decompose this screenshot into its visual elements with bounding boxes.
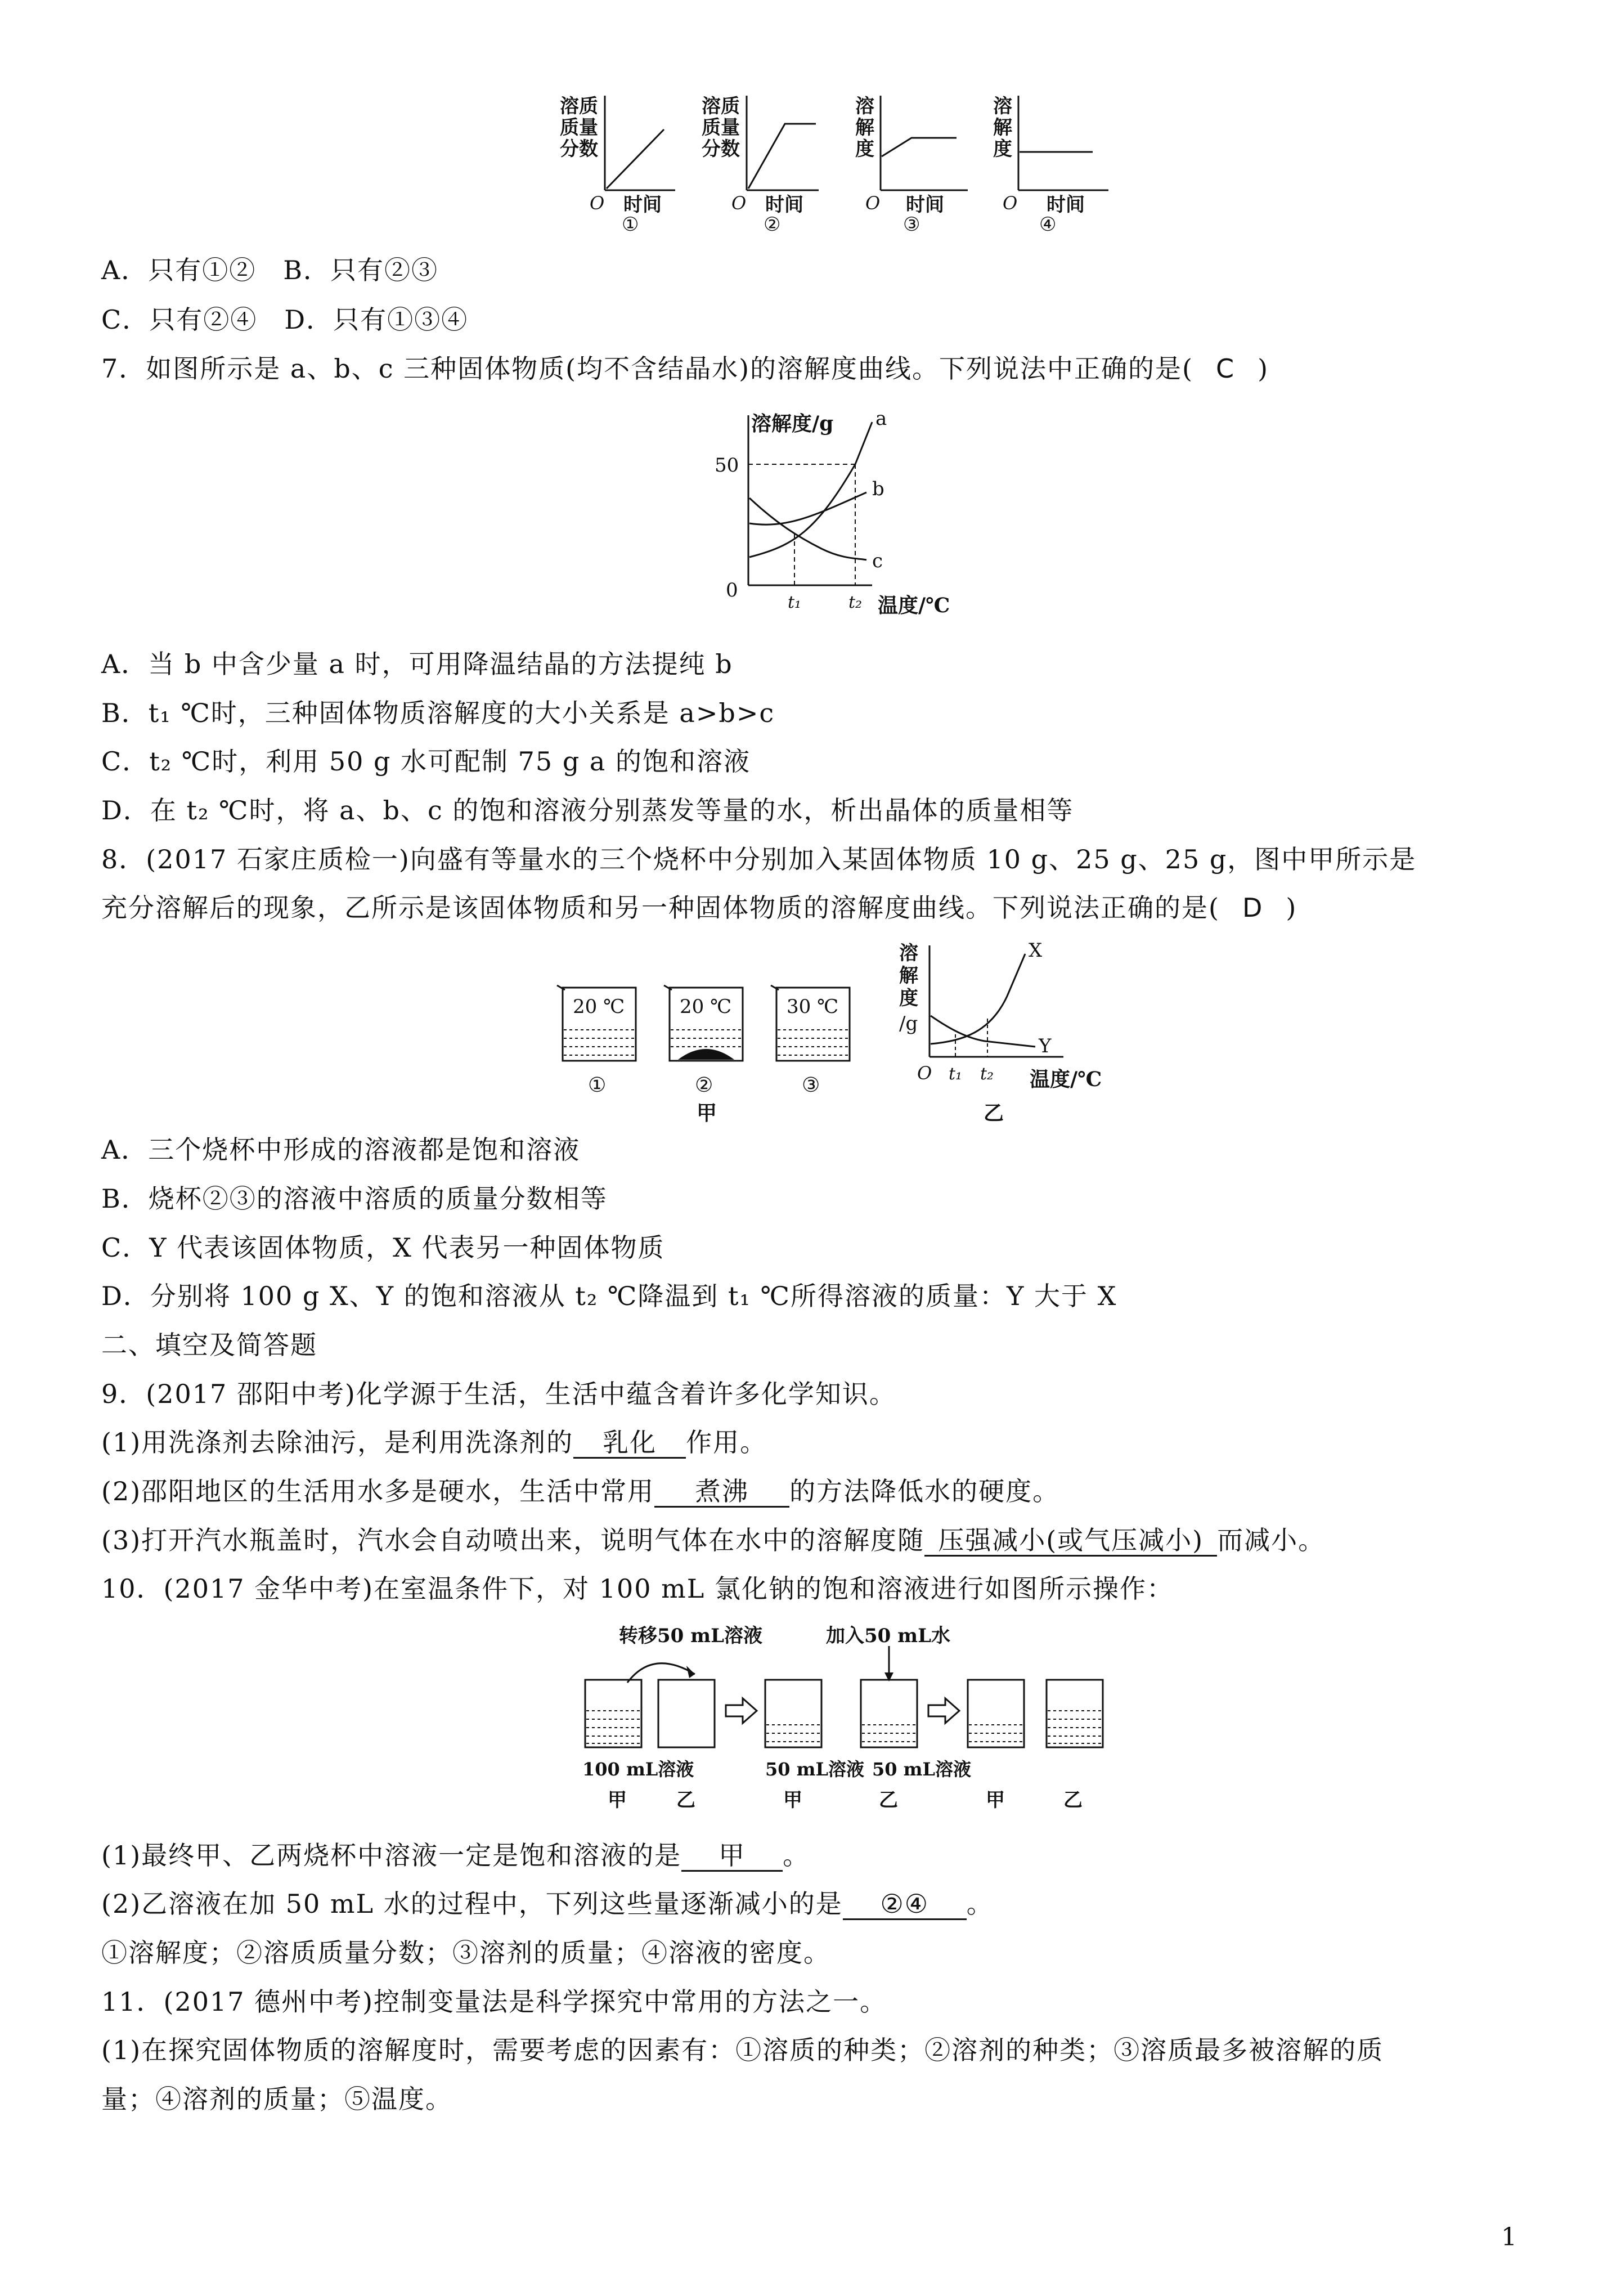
graph-4-ylabel-1: 溶 [993,95,1012,118]
q7-origin: 0 [726,579,738,602]
q9-part-3-answer: 压强减小(或气压减小) [924,1526,1217,1557]
q9-part-2-tail: 的方法降低水的硬度。 [789,1476,1060,1506]
name-2: 乙 [676,1789,695,1811]
q7-option-d: D．在 t₂ ℃时，将 a、b、c 的饱和溶液分别蒸发等量的水，析出晶体的质量相等 [101,795,1074,826]
beaker-1 [557,985,636,1097]
graph-3-ylabel-3: 度 [855,138,874,160]
q8-t1: t₁ [949,1064,963,1084]
q7-ytick-50: 50 [715,454,739,477]
undissolved-solid [678,1049,734,1060]
q7-curve-a [749,422,872,557]
q8-curve-x [931,954,1025,1044]
label-100ml: 100 mL溶液 [582,1759,694,1780]
q9-part-3 [101,1523,1325,1557]
q8-close: ) [1286,893,1297,923]
graph-3-xlabel: 时间 [906,194,944,216]
q9-part-2-answer: 煮沸 [654,1477,789,1508]
q7-label-b: b [872,478,884,500]
beaker-2-number: ② [695,1074,713,1097]
q7-close: ) [1258,353,1269,384]
graph-3-ylabel-2: 解 [855,116,874,139]
q9-stem: 9．(2017 邵阳中考)化学源于生活，生活中蕴含着许多化学知识。 [101,1379,896,1409]
q7-curve-b [749,492,866,524]
q8-origin: O [917,1062,932,1084]
beaker-1-temp: 20 ℃ [573,995,625,1018]
graph-2-ylabel-3: 分数 [702,138,740,160]
q8-t2: t₂ [980,1064,994,1084]
q7-option-a: A．当 b 中含少量 a 时，可用降温结晶的方法提纯 b [101,649,733,679]
q8-label-x: X [1029,939,1043,962]
q7-xlabel: 温度/℃ [878,594,950,617]
q10-stem: 10．(2017 金华中考)在室温条件下，对 100 mL 氯化钠的饱和溶液进行如图所示操作： [101,1573,1174,1604]
graph-3 [855,95,968,236]
graph-4-ylabel-2: 解 [993,116,1012,139]
q8-solubility-chart [895,940,1142,1142]
label-50ml-b: 50 mL溶液 [872,1759,972,1780]
graph-4-ylabel-3: 度 [993,138,1012,160]
graph-4-number: ④ [1039,213,1057,236]
beaker-3 [771,985,850,1097]
graph-1-origin: O [590,192,605,214]
q8-stem-line-2 [101,891,1297,925]
q7-option-c: C．t₂ ℃时，利用 50 g 水可配制 75 g a 的饱和溶液 [101,746,751,777]
graph-1-xlabel: 时间 [623,194,662,216]
q9-part-1-tail: 作用。 [686,1427,767,1458]
q6-graphs-figure [540,90,1159,236]
graph-2-xlabel: 时间 [765,194,803,216]
q9-part-3-tail: 而减小。 [1217,1525,1326,1555]
graph-4 [993,95,1108,236]
q9-part-3-text: (3)打开汽水瓶盖时，汽水会自动喷出来，说明气体在水中的溶解度随 [101,1525,925,1555]
q10-part-2-text: (2)乙溶液在加 50 mL 水的过程中，下列这些量逐渐减小的是 [101,1889,843,1919]
q10-part-2-answer: ②④ [843,1889,967,1920]
beaker-3-number: ③ [802,1074,820,1097]
graph-4-origin: O [1003,192,1018,214]
q7-answer: C [1215,353,1236,384]
q8-stem-text: 充分溶解后的现象，乙所示是该固体物质和另一种固体物质的溶解度曲线。下列说法正确的是( [101,893,1220,923]
section-heading: 二、填空及简答题 [101,1330,317,1360]
q8-option-b: B．烧杯②③的溶液中溶质的质量分数相等 [101,1183,608,1214]
graph-2 [702,95,819,236]
q7-label-a: a [875,407,887,430]
q11-part-1-line-1: (1)在探究固体物质的溶解度时，需要考虑的因素有：①溶质的种类；②溶剂的种类；③溶质最多被溶解的质 [101,2035,1384,2065]
q8-answer: D [1242,893,1264,923]
q10-part-2-tail: 。 [966,1889,994,1919]
q10-part-1-text: (1)最终甲、乙两烧杯中溶液一定是饱和溶液的是 [101,1840,682,1871]
name-5: 甲 [986,1789,1005,1811]
graph-3-origin: O [865,192,881,214]
name-4: 乙 [879,1789,898,1811]
graph-1-ylabel-1: 溶质 [560,95,598,118]
q10-list: ①溶解度；②溶质质量分数；③溶剂的质量；④溶液的密度。 [101,1938,830,1968]
q8-stem-line-1: 8．(2017 石家庄质检一)向盛有等量水的三个烧杯中分别加入某固体物质 10 g、25 g、25 g，图中甲所示是 [101,844,1417,875]
graph-1-ylabel-3: 分数 [560,138,598,160]
q10-part-1-answer: 甲 [681,1841,783,1872]
q7-stem [101,352,1269,385]
figure-jia-caption: 甲 [697,1101,717,1125]
q8-label-y: Y [1039,1035,1052,1057]
graph-2-origin: O [731,192,747,214]
q6-options-cd: C．只有②④ D．只有①③④ [101,304,469,335]
beaker-2-temp: 20 ℃ [680,995,732,1018]
q6-options-ab: A．只有①② B．只有②③ [101,255,439,285]
figure-yi-caption: 乙 [984,1101,1004,1125]
graph-1-ylabel-2: 质量 [560,116,598,139]
name-6: 乙 [1063,1789,1083,1811]
q10-procedure-diagram [574,1621,1114,1812]
q8-beakers-figure [557,982,861,1128]
name-1: 甲 [608,1789,627,1811]
graph-2-ylabel-2: 质量 [702,116,740,139]
q9-part-1-answer: 乳化 [573,1428,686,1459]
graph-3-number: ③ [903,213,920,236]
page-number: 1 [1501,2223,1517,2252]
q9-part-1-text: (1)用洗涤剂去除油污，是利用洗涤剂的 [101,1427,574,1458]
q8-ylabel-2: 解 [899,965,918,987]
q8-option-a: A．三个烧杯中形成的溶液都是饱和溶液 [101,1134,581,1165]
beaker-1-number: ① [588,1074,607,1097]
name-3: 甲 [783,1789,802,1811]
q11-part-1-line-2: 量；④溶剂的质量；⑤温度。 [101,2084,452,2114]
q8-option-c: C．Y 代表该固体物质，X 代表另一种固体物质 [101,1232,665,1263]
graph-1-number: ① [622,213,639,236]
graph-2-ylabel-1: 溶质 [702,95,740,118]
q9-part-2 [101,1474,1059,1508]
q7-solubility-chart [703,405,962,619]
graph-3-ylabel-1: 溶 [855,95,874,118]
q8-option-d: D．分别将 100 g X、Y 的饱和溶液从 t₂ ℃降温到 t₁ ℃所得溶液的质量：Y 大于 X [101,1281,1117,1311]
graph-2-number: ② [764,213,781,236]
q9-part-2-text: (2)邵阳地区的生活用水多是硬水，生活中常用 [101,1476,655,1506]
q7-t2: t₂ [848,593,863,612]
q7-ylabel: 溶解度/g [751,412,834,436]
q7-label-c: c [872,550,883,572]
q8-xlabel: 温度/℃ [1030,1068,1102,1091]
add-water-label: 加入50 mL水 [826,1625,951,1647]
graph-1 [560,95,675,236]
beaker-2 [664,985,743,1097]
q8-ylabel-1: 溶 [899,942,918,965]
label-50ml-a: 50 mL溶液 [765,1759,865,1780]
transfer-label: 转移50 mL溶液 [619,1625,763,1647]
q9-part-1 [101,1425,767,1459]
q11-stem: 11．(2017 德州中考)控制变量法是科学探究中常用的方法之一。 [101,1986,887,2017]
q7-stem-text: 7．如图所示是 a、b、c 三种固体物质(均不含结晶水)的溶解度曲线。下列说法中正确的是( [101,353,1193,384]
q7-option-b: B．t₁ ℃时，三种固体物质溶解度的大小关系是 a>b>c [101,698,775,728]
q10-part-2 [101,1887,994,1921]
q8-ylabel-4: /g [899,1012,918,1035]
q10-part-1-tail: 。 [783,1840,810,1871]
q7-t1: t₁ [788,593,802,612]
q8-ylabel-3: 度 [899,987,918,1010]
beaker-3-temp: 30 ℃ [787,995,839,1018]
graph-4-xlabel: 时间 [1047,194,1085,216]
q10-part-1 [101,1838,810,1872]
